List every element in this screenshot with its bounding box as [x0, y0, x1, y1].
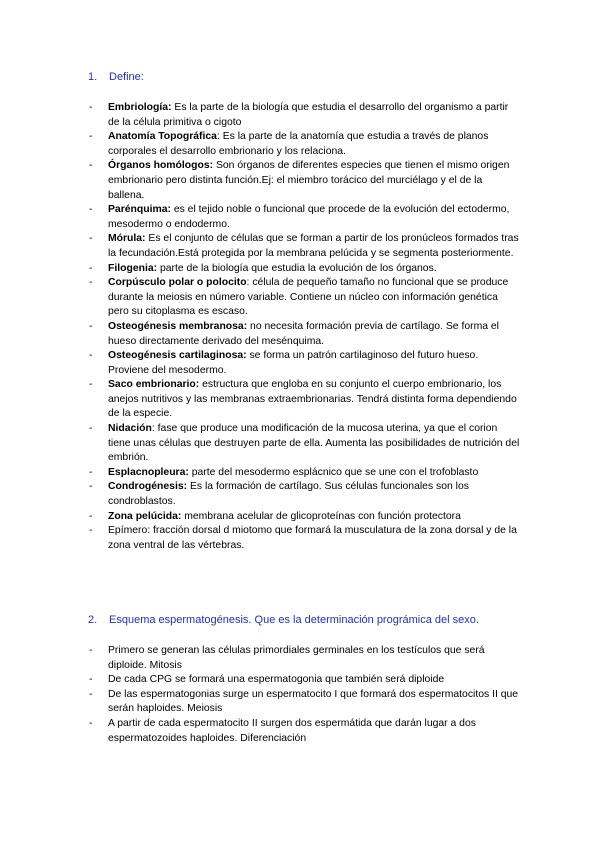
item-text: Primero se generan las células primordiales germinales en los testículos que será diploide. Mitosis — [108, 645, 485, 671]
bullet-dash: - — [89, 277, 93, 289]
item-term: Nidación — [108, 423, 152, 435]
item-term: Mórula: — [108, 233, 146, 245]
spermatogenesis-steps-list — [0, 644, 520, 746]
item-text: : célula de pequeño tamaño no funcional que se produce durante la meiosis en número variable. Contiene un núcleo con información genética pero su citoplasma es escaso. — [108, 277, 509, 318]
bullet-dash: - — [89, 645, 93, 656]
item-text: membrana acelular de glicoproteínas con función protectora — [181, 510, 461, 522]
bullet-dash: - — [89, 423, 93, 435]
item-text: : Es la parte de la anatomía que estudia a través de planos corporales el desarrollo embrionario y los relaciona. — [108, 131, 489, 157]
item-text: De las espermatogonias surge un espermatocito I que formará dos espermatocitos II que serán haploides. Meiosis — [108, 688, 519, 715]
item-term: Parénquima: — [108, 204, 171, 216]
item-text: Es la parte de la biología que estudia el desarrollo del organismo a partir de la célula primitiva o cigoto — [108, 102, 509, 128]
item-term: Anatomía Topográfica — [108, 131, 217, 143]
item-text: Es la formación de cartílago. Sus células funcionales son los condroblastos. — [108, 481, 469, 508]
list-item — [0, 276, 520, 320]
section-2-title: Esquema espermatogénesis. Que es la determinación prográmica del sexo. — [109, 614, 479, 626]
list-item — [0, 320, 520, 349]
item-text: parte del mesodermo esplácnico que se une con el trofoblasto — [188, 466, 479, 478]
bullet-dash: - — [89, 674, 93, 686]
bullet-dash: - — [89, 688, 93, 700]
list-item — [0, 466, 520, 481]
section-1-heading — [88, 71, 144, 83]
item-text: no necesita formación previa de cartílago. Se forma el hueso directamente derivado del mesénquima. — [108, 320, 499, 347]
list-item — [0, 510, 520, 525]
list-item — [0, 688, 520, 717]
item-term: Órganos homólogos: — [108, 160, 214, 172]
item-term: Saco embrionario: — [108, 379, 200, 391]
list-item — [0, 203, 520, 232]
item-term: Condrogénesis: — [108, 481, 188, 493]
list-item — [0, 524, 520, 553]
item-text: Son órganos de diferentes especies que tienen el mismo origen embrionario pero distinta función.Ej: el miembro torácico del murciélago y el de la ballena. — [108, 160, 510, 201]
list-item — [0, 349, 520, 378]
bullet-dash: - — [89, 379, 93, 391]
bullet-dash: - — [89, 160, 93, 172]
list-item — [0, 378, 520, 422]
item-text: se forma un patrón cartilaginoso del futuro hueso. Proviene del mesodermo. — [108, 350, 479, 376]
item-text: : fase que produce una modificación de la mucosa uterina, ya que el corion tiene unas células que destruyen parte de ella. Aumenta las posibilidades de nutrición del embrión. — [108, 423, 520, 464]
list-item — [0, 101, 520, 130]
list-item — [0, 159, 520, 203]
item-term: Corpúsculo polar o polocito — [108, 277, 247, 289]
list-item — [0, 673, 520, 688]
bullet-dash: - — [89, 204, 93, 216]
bullet-dash: - — [89, 466, 93, 478]
bullet-dash: - — [89, 131, 93, 143]
bullet-dash: - — [89, 717, 93, 729]
list-item — [0, 262, 520, 277]
bullet-dash: - — [89, 350, 93, 362]
item-term: Osteogénesis membranosa: — [108, 320, 248, 332]
item-text: Es el conjunto de células que se forman a partir de los pronúcleos formados tras la fecundación.Está protegida por la membrana pelúcida y se segmenta posteriormente. — [108, 233, 519, 259]
bullet-dash: - — [89, 510, 93, 522]
list-item — [0, 480, 520, 509]
item-term: Filogenia: — [108, 262, 158, 274]
list-item — [0, 644, 520, 673]
bullet-dash: - — [89, 525, 93, 537]
list-item — [0, 130, 520, 159]
item-text: Epímero: fracción dorsal d miotomo que formará la musculatura de la zona dorsal y de la zona ventral de las vértebras. — [108, 525, 517, 551]
bullet-dash: - — [89, 481, 93, 493]
item-term: Esplacnopleura: — [108, 466, 189, 478]
definitions-list — [0, 101, 520, 553]
item-text: es el tejido noble o funcional que procede de la evolución del ectodermo, mesodermo o endodermo. — [108, 204, 510, 230]
section-2-heading — [88, 614, 479, 626]
list-item — [0, 717, 520, 746]
item-text: parte de la biología que estudia la evolución de los órganos. — [157, 262, 437, 274]
bullet-dash: - — [89, 102, 93, 113]
item-text: De cada CPG se formará una espermatogonia que también será diploide — [108, 674, 445, 686]
section-1-title: Define: — [109, 71, 144, 83]
bullet-dash: - — [89, 320, 93, 332]
list-item — [0, 422, 520, 466]
section-2-number: 2. — [88, 614, 98, 626]
list-item — [0, 232, 520, 261]
bullet-dash: - — [89, 262, 93, 274]
item-term: Osteogénesis cartilaginosa: — [108, 350, 247, 362]
item-text: A partir de cada espermatocito II surgen dos espermátida que darán lugar a dos espermatozoides haploides. Diferenciación — [108, 717, 476, 744]
section-1-number: 1. — [88, 71, 98, 83]
item-text: estructura que engloba en su conjunto el cuerpo embrionario, los anejos nutritivos y las membranas extraembrionarias. Tendrá distinta forma dependiendo de la especie. — [108, 379, 517, 420]
bullet-dash: - — [89, 233, 93, 245]
item-term: Zona pelúcida: — [108, 510, 182, 522]
item-term: Embriología: — [108, 102, 172, 113]
